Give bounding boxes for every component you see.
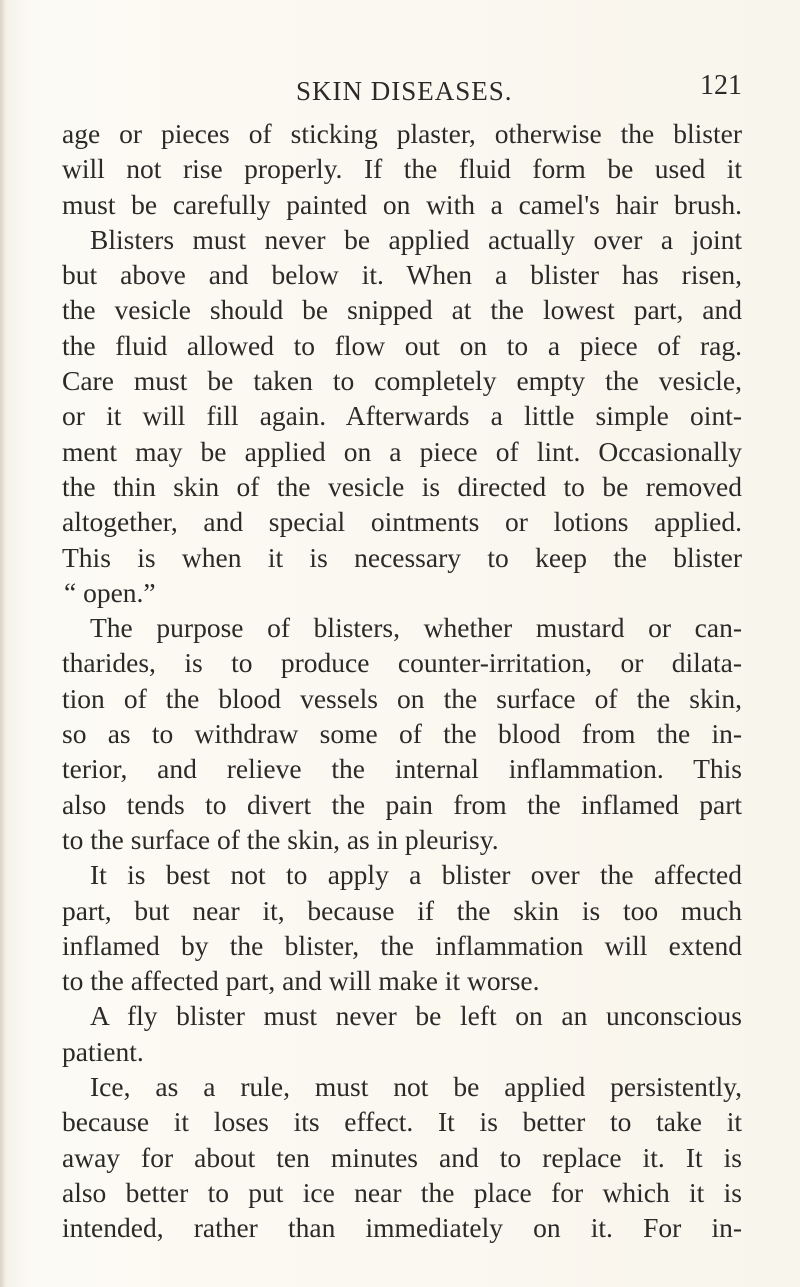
text-line: or it will fill again. Afterwards a little simple oint- bbox=[62, 400, 742, 432]
text-line: terior, and relieve the internal inflammation. This bbox=[62, 753, 742, 785]
text-line: part, but near it, because if the skin is too much bbox=[62, 894, 742, 926]
text-line: so as to withdraw some of the blood from the in- bbox=[62, 718, 742, 750]
text-line: the thin skin of the vesicle is directed to be removed bbox=[62, 470, 742, 502]
text-line: intended, rather than immediately on it. For in- bbox=[62, 1212, 742, 1244]
text-line: Ice, as a rule, must not be applied persistently, bbox=[90, 1071, 742, 1103]
text-line: also better to put ice near the place for which it is bbox=[62, 1176, 742, 1208]
text-line: because it loses its effect. It is better to take it bbox=[62, 1106, 742, 1138]
running-title: SKIN DISEASES. bbox=[296, 76, 513, 106]
text-line: Care must be taken to completely empty the vesicle, bbox=[62, 365, 742, 397]
text-line: Blisters must never be applied actually over a joint bbox=[90, 223, 742, 255]
text-line: age or pieces of sticking plaster, otherwise the blister bbox=[62, 118, 742, 149]
text-line: patient. bbox=[62, 1035, 144, 1067]
text-line: ment may be applied on a piece of lint. Occasionally bbox=[62, 435, 742, 467]
text-line: the vesicle should be snipped at the lowest part, and bbox=[62, 294, 742, 326]
text-line: A fly blister must never be left on an unconscious bbox=[90, 1000, 742, 1032]
text-line: will not rise properly. If the fluid form be used it bbox=[62, 153, 742, 185]
page-edge-shadow bbox=[0, 0, 6, 1287]
text-line: altogether, and special ointments or lotions applied. bbox=[62, 506, 742, 538]
text-line: inflamed by the blister, the inflammation will extend bbox=[62, 929, 742, 961]
page-number: 121 bbox=[700, 70, 742, 101]
text-line: This is when it is necessary to keep the blister bbox=[62, 541, 742, 573]
text-line: to the affected part, and will make it worse. bbox=[62, 965, 540, 997]
text-line: also tends to divert the pain from the inflamed part bbox=[62, 788, 742, 820]
text-line: The purpose of blisters, whether mustard or can- bbox=[90, 612, 742, 644]
page-header bbox=[0, 70, 800, 116]
text-line: away for about ten minutes and to replace it. It is bbox=[62, 1141, 742, 1173]
text-line: “ open.” bbox=[64, 576, 156, 608]
body-text bbox=[62, 116, 742, 1246]
text-line: the fluid allowed to flow out on to a piece of rag. bbox=[62, 329, 742, 361]
text-line: tion of the blood vessels on the surface of the skin, bbox=[62, 682, 742, 714]
text-line: tharides, is to produce counter-irritation, or dilata- bbox=[62, 647, 742, 679]
text-line: must be carefully painted on with a camel's hair brush. bbox=[62, 188, 742, 220]
text-line: It is best not to apply a blister over the affected bbox=[90, 859, 742, 891]
text-line: to the surface of the skin, as in pleurisy. bbox=[62, 823, 499, 855]
text-line: but above and below it. When a blister has risen, bbox=[62, 259, 742, 291]
